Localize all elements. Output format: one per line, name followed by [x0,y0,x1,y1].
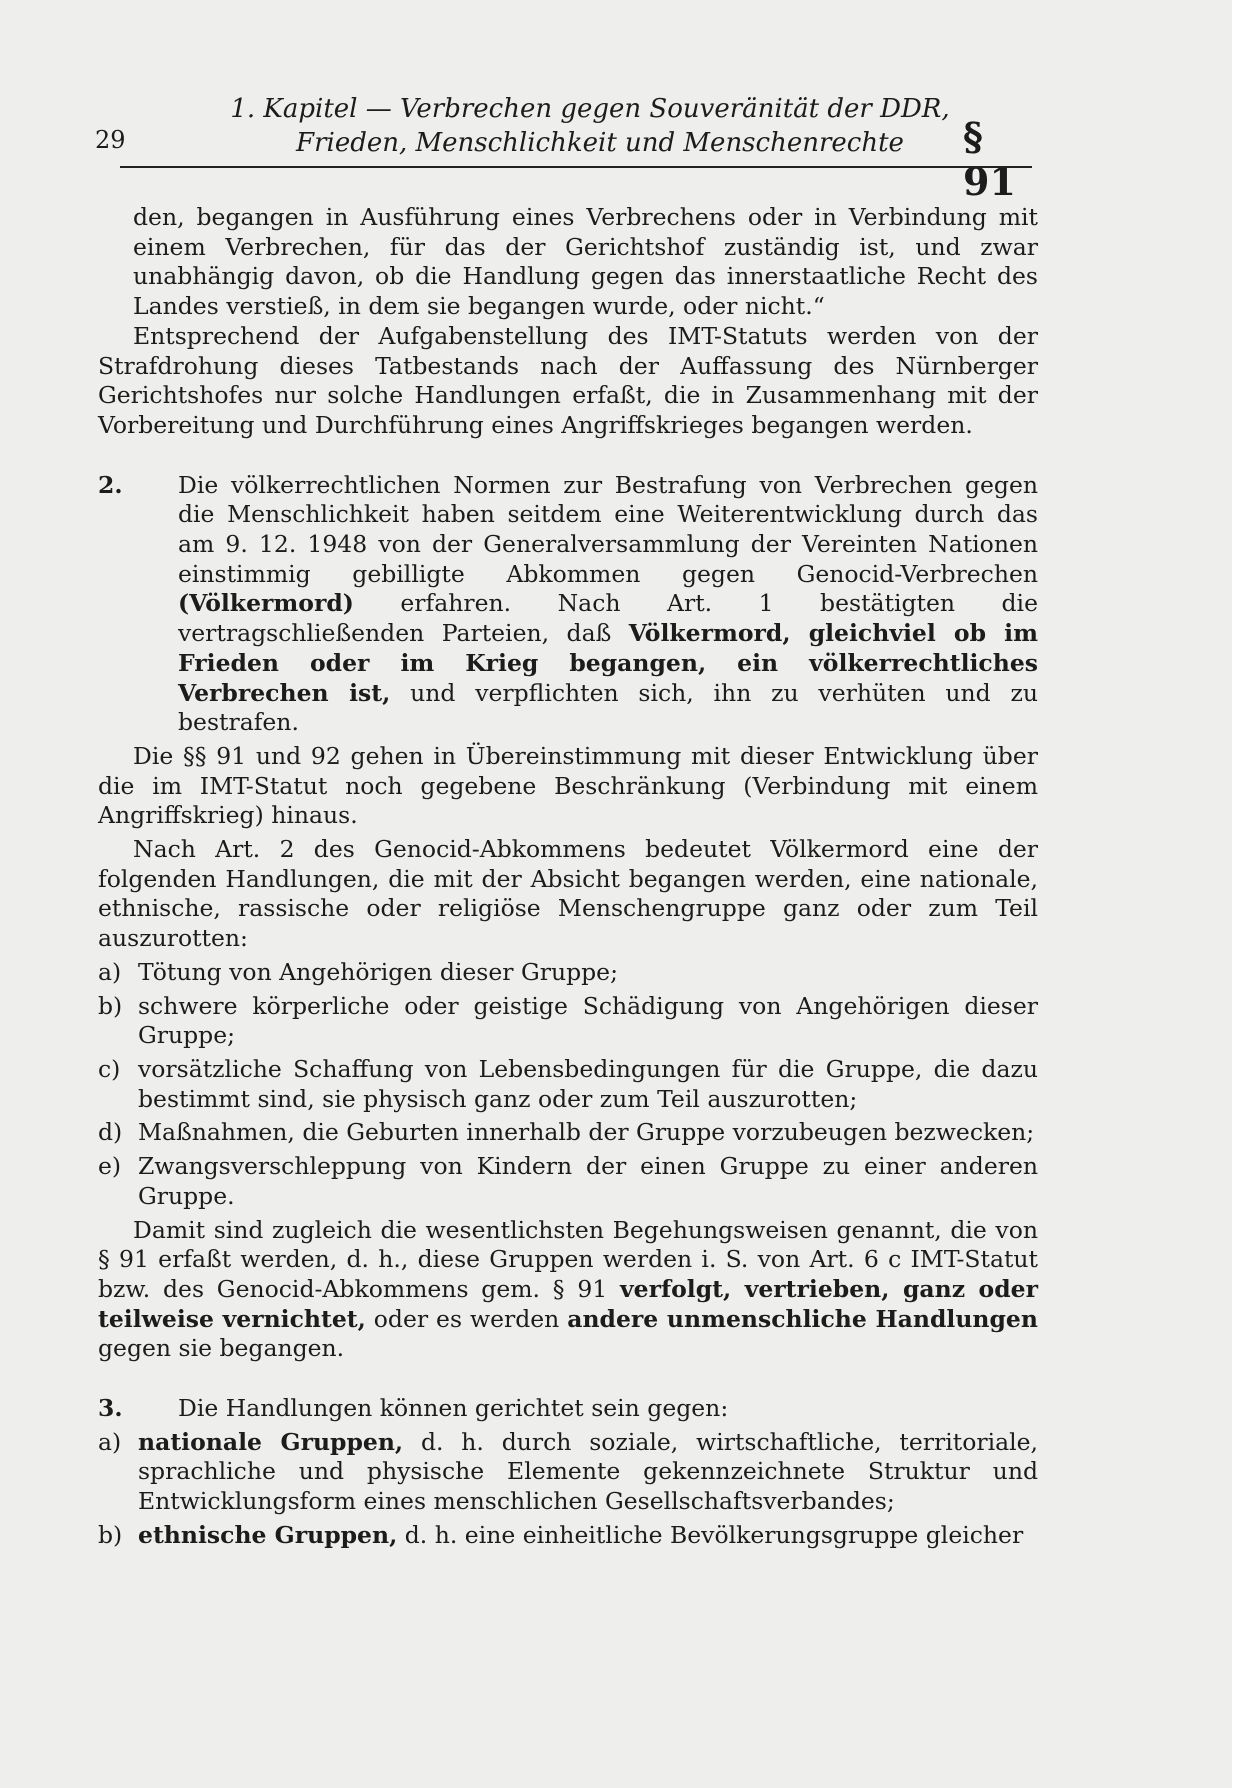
section-number: 3. [98,1394,123,1423]
header-rule [120,166,1032,168]
section-3 [98,1394,1038,1424]
paragraph: Die §§ 91 und 92 gehen in Übereinstimmung mit dieser Entwicklung über die im IMT-Statut noch gegebene Beschränkung (Verbindung mit einem Angriffskrieg) hinaus. [98,741,1038,830]
bold-term: ethnische Gruppen, [138,1520,398,1549]
section-number: 2. [98,470,123,499]
list-item: a) nationale Gruppen, d. h. durch soziale, wirtschaftliche, territoriale, sprachliche und physische Elemente gekennzeichnete Struktur und Entwicklungsform eines menschlichen Gesellschaftsverbandes; [98,1427,1038,1516]
section-mark: § 91 [963,114,1016,204]
list-item: c) vorsätzliche Schaffung von Lebensbedingungen für die Gruppe, die dazu bestimmt sind, sie physisch ganz oder zum Teil auszurotten; [98,1054,1038,1113]
chapter-title [210,92,990,160]
bold-term: andere unmenschliche Handlungen [567,1304,1038,1333]
chapter-title-line2: Frieden, Menschlichkeit und Menschenrechte [296,128,904,158]
section-2 [98,471,1038,738]
section-text: Die Handlungen können gerichtet sein gegen: [178,1394,729,1423]
chapter-title-line1: 1. Kapitel — Verbrechen gegen Souveränität der DDR, [230,94,950,124]
page-body [98,203,1038,1551]
list-item: e) Zwangsverschleppung von Kindern der einen Gruppe zu einer anderen Gruppe. [98,1152,1038,1210]
page-header [95,92,1035,204]
list-item: a) Tötung von Angehörigen dieser Gruppe; [98,957,619,986]
paragraph-quote-end: den, begangen in Ausführung eines Verbrechens oder in Verbindung mit einem Verbrechen, für das der Gerichtshof zuständig ist, und zwar unabhängig davon, ob die Handlung gegen das innerstaatliche Recht des Landes verstieß, in dem sie begangen wurde, oder nicht.“ [133,203,1038,321]
page-number: 29 [95,126,126,154]
bold-term: nationale Gruppen, [138,1427,404,1456]
bold-term: (Völkermord) [178,589,354,618]
list-item: b) ethnische Gruppen, d. h. eine einheitliche Bevölkerungsgruppe gleicher [98,1520,1024,1549]
paragraph: Entsprechend der Aufgabenstellung des IMT-Statuts werden von der Strafdrohung dieses Tatbestands nach der Auffassung des Nürnberger Gerichtshofes nur solche Handlungen erfaßt, die in Zusammenhang mit der Vorbereitung und Durchführung eines Angriffskrieges begangen werden. [98,321,1038,439]
bold-term: Völkermord, gleichviel ob im Frieden oder im Krieg begangen, ein völkerrechtliches Verbrechen ist, [178,619,1038,707]
paragraph: Nach Art. 2 des Genocid-Abkommens bedeutet Völkermord eine der folgenden Handlungen, die mit der Absicht begangen werden, eine nationale, ethnische, rassische oder religiöse Menschengruppe ganz oder zum Teil auszurotten: [98,835,1038,953]
bold-term: verfolgt, vertrieben, ganz oder teilweise vernichtet, [98,1274,1038,1333]
list-item: b) schwere körperliche oder geistige Schädigung von Angehörigen dieser Gruppe; [98,991,1038,1050]
section-text: Die völkerrechtlichen Normen zur Bestrafung von Verbrechen gegen die Menschlichkeit haben seitdem eine Weiterentwicklung durch das am 9. 12. 1948 von der Generalversammlung der Vereinten Nationen einstimmig gebilligte Abkommen gegen Genocid-Verbrechen (Völkermord) erfahren. Nach Art. 1 bestätigten die vertragschließenden Parteien, daß Völkermord, gleichviel ob im Frieden oder im Krieg begangen, ein völkerrechtliches Verbrechen ist, und verpflichten sich, ihn zu verhüten und zu bestrafen. [178,470,1038,737]
paragraph: Damit sind zugleich die wesentlichsten Begehungsweisen genannt, die von § 91 erfaßt werden, d. h., diese Gruppen werden i. S. von Art. 6 c IMT-Statut bzw. des Genocid-Abkommens gem. § 91 verfolgt, vertrieben, ganz oder teilweise vernichtet, oder es werden andere unmenschliche Handlungen gegen sie begangen. [98,1215,1038,1363]
list-item: d) Maßnahmen, die Geburten innerhalb der Gruppe vorzubeugen bezwecken; [98,1118,1035,1147]
